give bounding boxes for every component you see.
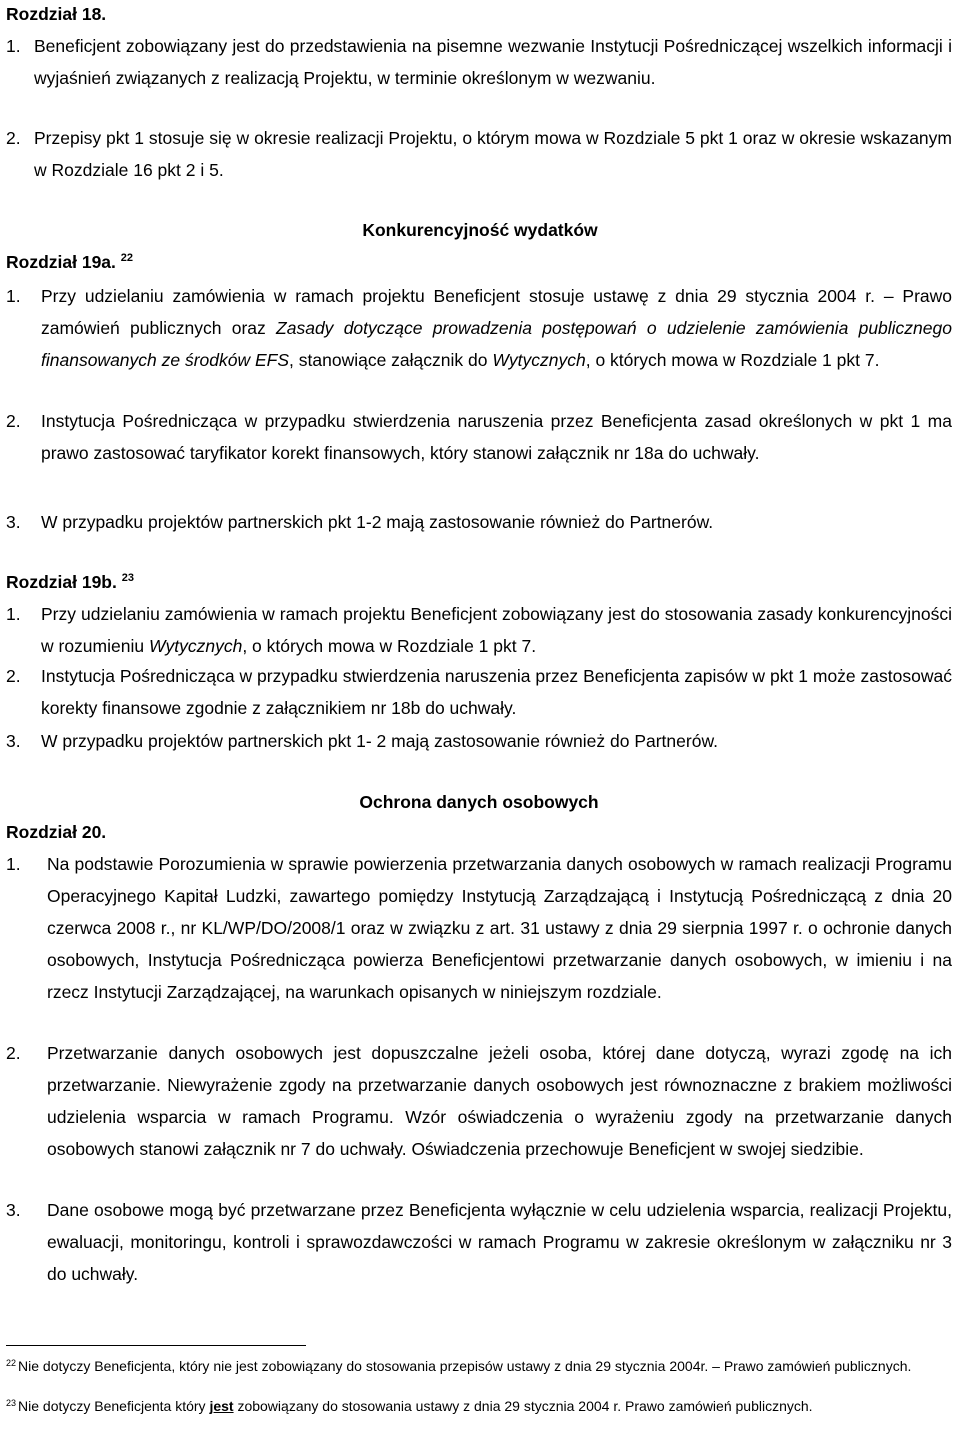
- chapter-20-item-2: [6, 1037, 952, 1165]
- chapter-19a-heading: [6, 252, 133, 272]
- footnote-23: [6, 1397, 926, 1416]
- chapter-20-heading: Rozdział 20.: [6, 822, 107, 842]
- footnote-number: 23: [6, 1398, 17, 1408]
- item-text: Beneficjent zobowiązany jest do przedstawienia na pisemne wezwanie Instytucji Pośredniczącej wszelkich informacji i wyjaśnień związanych z realizacją Projektu, w terminie określonym w wezwaniu.: [34, 36, 952, 88]
- footnote-text-emphasis: jest: [209, 1398, 234, 1414]
- item-text-italic: Zasady dotyczące prowadzenia postępowań o udzielenie zamówienia publicznego finansowanych ze środków EFS: [41, 318, 952, 370]
- chapter-19b-item-3: [6, 725, 952, 757]
- item-text-italic: Wytycznych: [492, 350, 586, 370]
- item-number: 2.: [6, 411, 21, 431]
- footnote-ref-22[interactable]: 22: [120, 252, 134, 264]
- chapter-19b-item-2: [6, 660, 952, 724]
- chapter-19b-item-1: [6, 598, 952, 662]
- item-text: , o których mowa w Rozdziale 1 pkt 7.: [585, 350, 880, 370]
- chapter-20-item-3: [6, 1194, 952, 1290]
- item-text: Przepisy pkt 1 stosuje się w okresie realizacji Projektu, o którym mowa w Rozdziale 5 pkt 1 oraz w okresie wskazanym w Rozdziale 16 pkt 2 i 5.: [34, 128, 952, 180]
- item-number: 3.: [6, 512, 21, 532]
- item-text: Instytucja Pośrednicząca w przypadku stwierdzenia naruszenia przez Beneficjenta zapisów w pkt 1 może zastosować korekty finansowe zgodnie z załącznikiem nr 18b do uchwały.: [41, 666, 952, 718]
- footnote-separator: [6, 1345, 306, 1346]
- item-text: Przy udzielaniu zamówienia w ramach projektu Beneficjent stosuje ustawę z dnia 29 stycznia 2004 r. – Prawo zamówień publicznych oraz: [41, 286, 952, 338]
- footnote-text: Nie dotyczy Beneficjenta, który nie jest zobowiązany do stosowania przepisów ustawy z dnia 29 stycznia 2004r. – Prawo zamówień publicznych.: [18, 1358, 912, 1374]
- heading-text: Rozdział 19a.: [6, 252, 116, 272]
- item-number: 1.: [6, 36, 21, 56]
- footnote-number: 22: [6, 1358, 17, 1368]
- footnote-text: Nie dotyczy Beneficjenta który: [18, 1398, 210, 1414]
- chapter-19a-item-1: [6, 280, 952, 376]
- item-text: Na podstawie Porozumienia w sprawie powierzenia przetwarzania danych osobowych w ramach realizacji Programu Operacyjnego Kapitał Ludzki, zawartego pomiędzy Instytucją Zarządzającą i Instytucją Pośredniczącą z dnia 20 czerwca 2008 r., nr KL/WP/DO/2008/1 oraz w związku z art. 31 ustawy z dnia 29 sierpnia 1997 r. o ochronie danych osobowych, Instytucja Pośrednicząca powierza Beneficjentowi przetwarzanie danych osobowych, w imieniu i na rzecz Instytucji Zarządzającej, na warunkach opisanych w niniejszym rozdziale.: [47, 854, 952, 1002]
- section-title-data-protection: Ochrona danych osobowych: [359, 792, 599, 812]
- item-text: W przypadku projektów partnerskich pkt 1-2 mają zastosowanie również do Partnerów.: [41, 512, 714, 532]
- item-number: 2.: [6, 1043, 21, 1063]
- item-text: , o których mowa w Rozdziale 1 pkt 7.: [242, 636, 537, 656]
- chapter-19b-heading: [6, 572, 134, 592]
- item-number: 2.: [6, 128, 21, 148]
- item-number: 3.: [6, 731, 21, 751]
- item-number: 1.: [6, 604, 21, 624]
- chapter-18-heading: Rozdział 18.: [6, 4, 107, 24]
- item-text: Instytucja Pośrednicząca w przypadku stwierdzenia naruszenia przez Beneficjenta zasad określonych w pkt 1 ma prawo zastosować taryfikator korekt finansowych, który stanowi załącznik nr 18a do uchwały.: [41, 411, 952, 463]
- item-number: 2.: [6, 666, 21, 686]
- item-number: 1.: [6, 286, 21, 306]
- chapter-20-item-1: [6, 848, 952, 1008]
- section-title-competitiveness: Konkurencyjność wydatków: [362, 220, 598, 240]
- footnote-text: zobowiązany do stosowania ustawy z dnia 29 stycznia 2004 r. Prawo zamówień publicznych.: [233, 1398, 813, 1414]
- heading-text: Rozdział 19b.: [6, 572, 117, 592]
- chapter-18-item-2: [6, 122, 952, 186]
- chapter-18-item-1: [6, 30, 952, 94]
- item-text: , stanowiące załącznik do: [289, 350, 493, 370]
- item-text: Przy udzielaniu zamówienia w ramach projektu Beneficjent zobowiązany jest do stosowania zasady konkurencyjności w rozumieniu: [41, 604, 952, 656]
- item-text: Dane osobowe mogą być przetwarzane przez Beneficjenta wyłącznie w celu udzielenia wsparcia, realizacji Projektu, ewaluacji, monitoringu, kontroli i sprawozdawczości w ramach Programu w zakresie określonym w załączniku nr 3 do uchwały.: [47, 1200, 952, 1284]
- item-text-italic: Wytycznych: [148, 636, 243, 656]
- item-text: W przypadku projektów partnerskich pkt 1- 2 mają zastosowanie również do Partnerów.: [41, 731, 718, 751]
- item-text: Przetwarzanie danych osobowych jest dopuszczalne jeżeli osoba, której dane dotyczą, wyrazi zgodę na ich przetwarzanie. Niewyrażenie zgody na przetwarzanie danych osobowych jest równoznaczne z brakiem możliwości udzielenia wsparcia w ramach Programu. Wzór oświadczenia o wyrażeniu zgody na przetwarzanie danych osobowych stanowi załącznik nr 7 do uchwały. Oświadczenia przechowuje Beneficjent w swojej siedzibie.: [47, 1043, 952, 1159]
- footnote-22: [6, 1357, 926, 1376]
- chapter-19a-item-3: [6, 506, 952, 538]
- item-number: 1.: [6, 854, 21, 874]
- item-number: 3.: [6, 1200, 21, 1220]
- chapter-19a-item-2: [6, 405, 952, 469]
- footnote-ref-23[interactable]: 23: [121, 572, 134, 584]
